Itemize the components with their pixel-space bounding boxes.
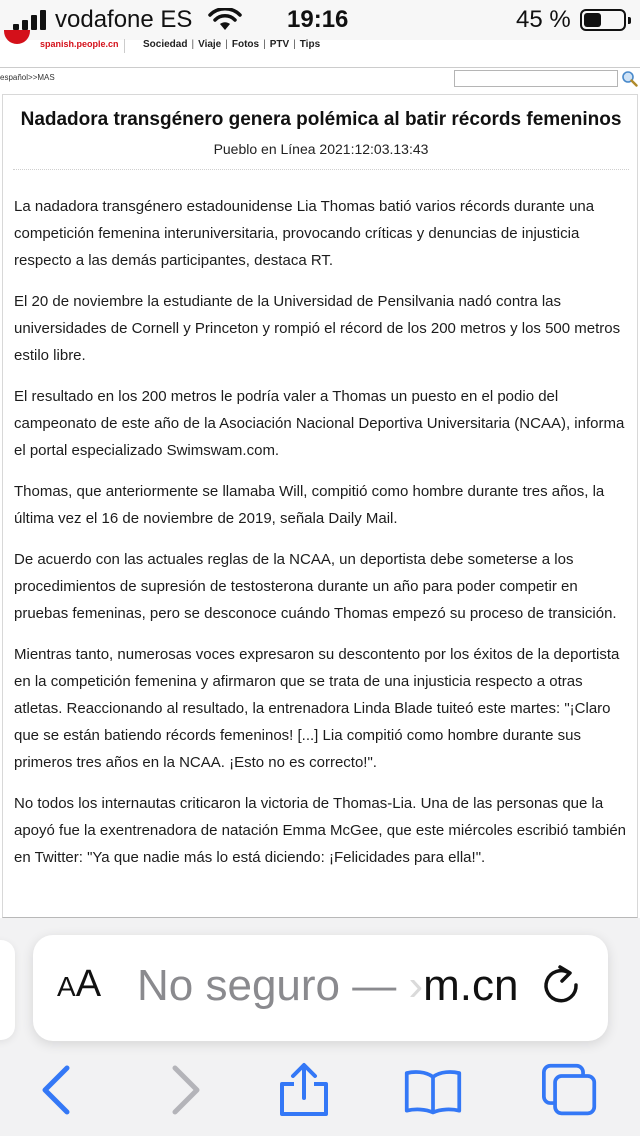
article-paragraph: El 20 de noviembre la estudiante de la Universidad de Pensilvania nadó contra las universidades de Cornell y Princeton y rompió el récord de los 200 metros y los 500 metros estilo libre. (14, 293, 621, 364)
article-paragraph: La nadadora transgénero estadounidense Lia Thomas batió varios récords durante una competición femenina interuniversitaria, provocando críticas y denuncias de injusticia respecto a las demás participantes, destaca RT. (14, 198, 595, 269)
status-bar (0, 0, 640, 40)
carrier-name: vodafone ES (55, 6, 193, 33)
url-security-label: No seguro — (137, 961, 409, 1010)
site-search-input[interactable] (454, 70, 618, 87)
article-body (14, 193, 634, 885)
breadcrumb[interactable]: español>>MAS (0, 73, 55, 82)
battery-level (584, 13, 601, 27)
search-icon[interactable] (621, 70, 638, 87)
nav-link-ptv[interactable]: PTV (269, 39, 290, 50)
nav-link-sociedad[interactable]: Sociedad (143, 39, 188, 50)
article-paragraph: Mientras tanto, numerosas voces expresaron su descontento por los éxitos de la deportista en la competición femenina y afirmaron que se trata de una injusticia respecto a otras atletas. Reaccionando al resultado, la entrenadora Linda Blade tuiteó este martes: "¡Claro que se están batiendo récords femeninos! [...] Lia compitió como hombre durante sus primeros tres años en la NCAA. ¡Esto no es correcto!". (14, 646, 620, 771)
site-logo-text[interactable]: spanish.people.cn (40, 39, 119, 49)
tabs-button[interactable] (540, 1062, 600, 1118)
previous-tab-card[interactable] (0, 940, 15, 1040)
reader-options-button[interactable]: AA (57, 963, 102, 1005)
share-button[interactable] (274, 1062, 334, 1118)
site-nav: Sociedad | Viaje | Fotos | PTV | Tips (124, 39, 320, 53)
wifi-icon (208, 8, 242, 32)
battery-percentage: 45 % (516, 6, 571, 33)
article-paragraph: Thomas, que anteriormente se llamaba Will, compitió como hombre durante tres años, la última vez el 16 de noviembre de 2019, señala Daily Mail. (14, 483, 605, 527)
nav-link-viaje[interactable]: Viaje (198, 39, 222, 50)
url-domain: m.cn (423, 961, 519, 1010)
cellular-signal-icon (13, 10, 47, 30)
article-meta: Pueblo en Línea 2021:12:03.13:43 (213, 141, 429, 157)
bookmarks-button[interactable] (403, 1062, 463, 1118)
article-paragraph: No todos los internautas criticaron la victoria de Thomas-Lia. Una de las personas que la apoyó fue la exentrenadora de natación Emma McGee, que este miércoles escribió también en Twitter: "Ya que nadie más lo está diciendo: ¡Felicidades para ella!". (14, 795, 627, 866)
address-bar[interactable] (33, 935, 608, 1041)
nav-link-fotos[interactable]: Fotos (231, 39, 260, 50)
article-title: Nadadora transgénero genera polémica al batir récords femeninos (20, 109, 622, 130)
forward-button[interactable] (155, 1062, 215, 1118)
article-paragraph: De acuerdo con las actuales reglas de la NCAA, un deportista debe someterse a los procedimientos de supresión de testosterona durante un año para poder competir en pruebas femeninas, pero se desconoce cuándo Thomas empezó su proceso de transición. (14, 551, 617, 622)
divider (13, 169, 629, 170)
clock: 19:16 (287, 6, 349, 33)
battery-icon (580, 9, 626, 31)
article-paragraph: El resultado en los 200 metros le podría valer a Thomas un puesto en el podio del campeonato de este año de la Asociación Nacional Deportiva Universitaria (NCAA), informa el portal especializado Swimswam.com. (14, 388, 625, 459)
reload-icon[interactable] (539, 963, 583, 1007)
nav-link-tips[interactable]: Tips (299, 39, 321, 50)
article (2, 94, 638, 918)
url-field[interactable]: No seguro — ›m.cn (137, 961, 519, 1010)
back-button[interactable] (27, 1062, 87, 1118)
